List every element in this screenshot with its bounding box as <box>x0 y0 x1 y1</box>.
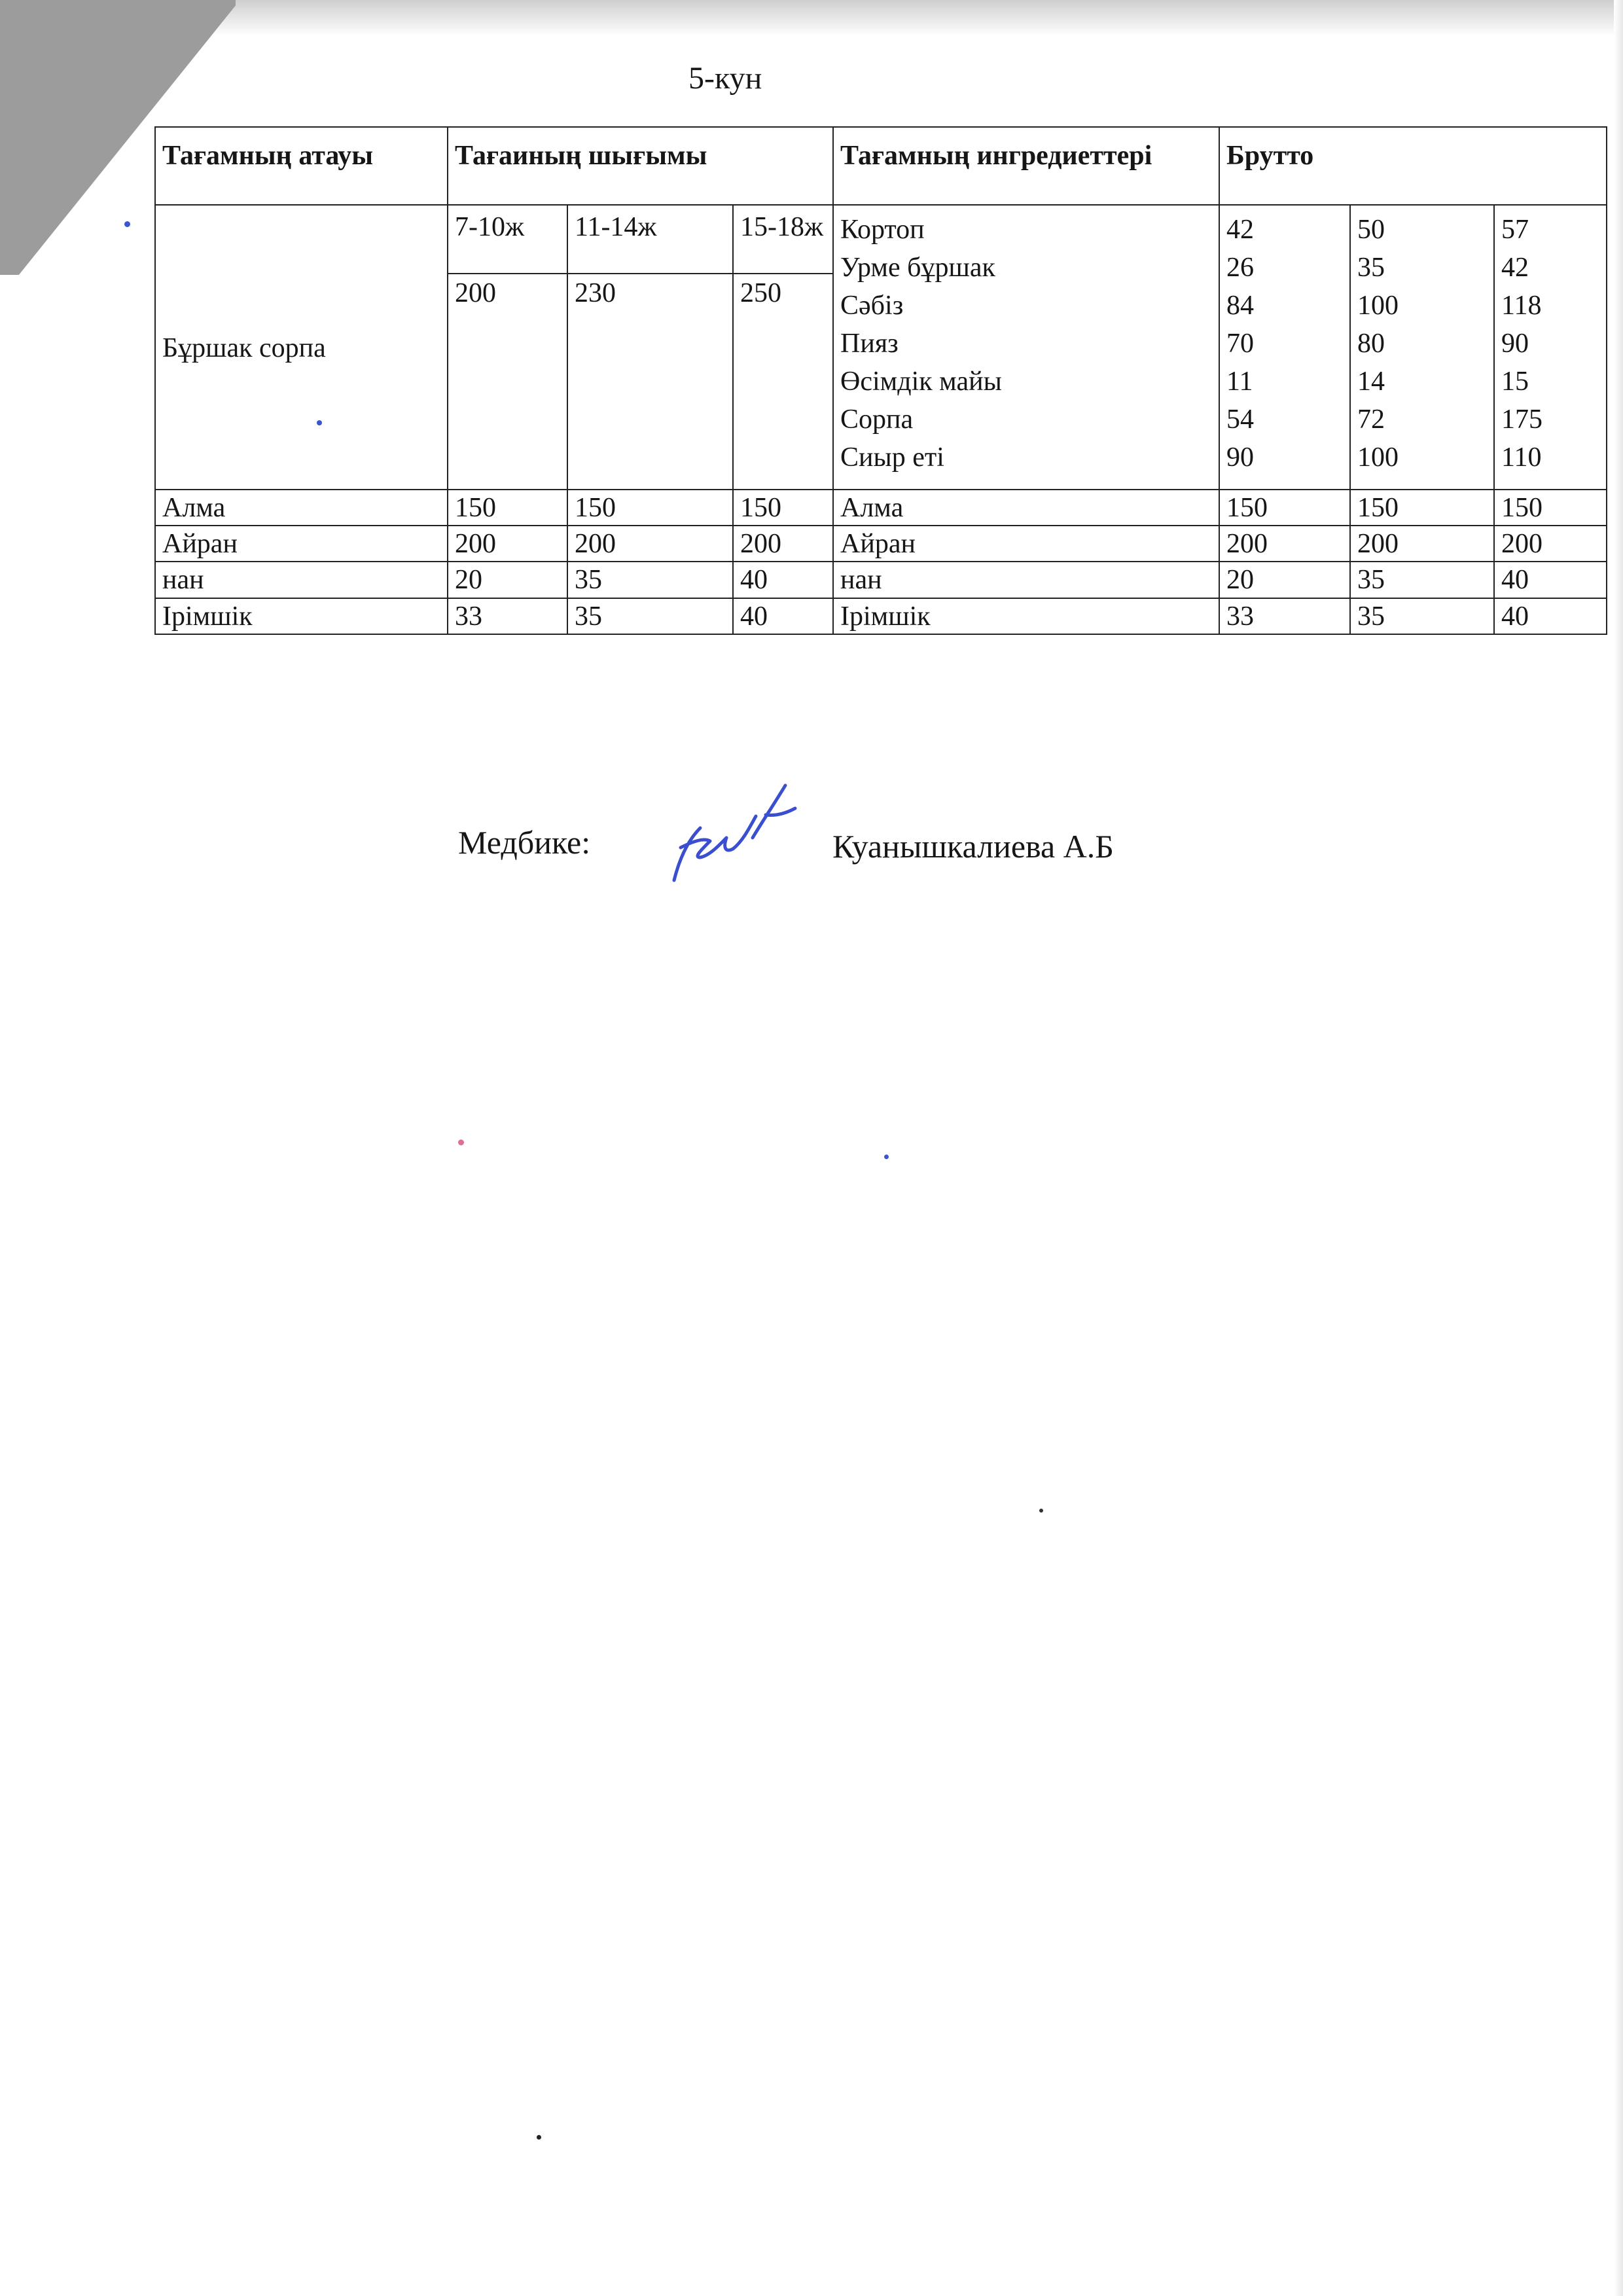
brutto-value: 100 <box>1357 442 1399 473</box>
scan-speck <box>458 1139 464 1145</box>
brutto-value: 40 <box>1494 562 1607 598</box>
age-group-cell: 7-10ж <box>448 205 567 274</box>
scan-shadow-right <box>1614 0 1623 2296</box>
handwritten-signature-icon <box>654 776 805 887</box>
output-value: 35 <box>567 598 733 634</box>
brutto-value: 200 <box>1219 526 1350 562</box>
output-value: 150 <box>448 490 567 526</box>
brutto-value: 54 <box>1226 404 1255 435</box>
scan-speck <box>884 1155 889 1159</box>
brutto-value: 200 <box>1494 526 1607 562</box>
output-value: 200 <box>733 526 833 562</box>
scan-speck <box>537 2135 541 2140</box>
brutto-value: 72 <box>1357 404 1385 435</box>
brutto-value: 57 <box>1501 215 1529 245</box>
day-title: 5-кун <box>688 61 762 96</box>
brutto-value: 175 <box>1501 404 1543 435</box>
brutto-value: 80 <box>1357 329 1385 359</box>
age-group-cell: 15-18ж <box>733 205 833 274</box>
brutto-value: 200 <box>1350 526 1494 562</box>
nurse-label: Медбике: <box>458 824 591 861</box>
nurse-name: Куанышкалиева А.Б <box>832 828 1115 865</box>
brutto-value: 90 <box>1226 442 1255 473</box>
table-row <box>155 490 1607 526</box>
ingredient-name: нан <box>833 562 1219 598</box>
output-value: 40 <box>733 598 833 634</box>
dish-name: Ірімшік <box>155 598 448 634</box>
brutto-value: 110 <box>1501 442 1542 473</box>
brutto-value: 35 <box>1350 562 1494 598</box>
brutto-value: 150 <box>1219 490 1350 526</box>
dish-name: Айран <box>155 526 448 562</box>
brutto-value: 118 <box>1501 291 1542 321</box>
brutto-value: 26 <box>1226 253 1255 283</box>
brutto-column-15-18 <box>1494 205 1607 490</box>
age-group-row <box>155 205 1607 274</box>
brutto-value: 150 <box>1350 490 1494 526</box>
brutto-value: 70 <box>1226 329 1255 359</box>
ingredient-item: Пияз <box>840 329 899 359</box>
output-value: 200 <box>448 274 567 490</box>
output-value: 20 <box>448 562 567 598</box>
brutto-column-7-10 <box>1219 205 1350 490</box>
output-value: 150 <box>733 490 833 526</box>
dish-name: Алма <box>155 490 448 526</box>
brutto-value: 35 <box>1357 253 1385 283</box>
output-value: 40 <box>733 562 833 598</box>
output-value: 200 <box>567 526 733 562</box>
brutto-value: 100 <box>1357 291 1399 321</box>
ingredient-name: Айран <box>833 526 1219 562</box>
main-dish-name: Бұршак сорпа <box>155 205 448 490</box>
output-value: 230 <box>567 274 733 490</box>
main-dish-ingredients <box>833 205 1219 490</box>
brutto-column-11-14 <box>1350 205 1494 490</box>
brutto-value: 14 <box>1357 367 1385 397</box>
brutto-value: 15 <box>1501 367 1529 397</box>
table-row <box>155 562 1607 598</box>
ingredient-item: Сиыр еті <box>840 442 944 473</box>
scan-speck <box>1039 1509 1043 1513</box>
brutto-value: 42 <box>1501 253 1529 283</box>
output-value: 200 <box>448 526 567 562</box>
output-value: 250 <box>733 274 833 490</box>
scan-speck <box>124 221 130 227</box>
brutto-value: 90 <box>1501 329 1529 359</box>
brutto-value: 20 <box>1219 562 1350 598</box>
header-ingredients: Тағамның ингредиеттері <box>833 127 1219 205</box>
brutto-value: 35 <box>1350 598 1494 634</box>
header-dish-name: Тағамның атауы <box>155 127 448 205</box>
output-value: 150 <box>567 490 733 526</box>
ingredient-item: Кортоп <box>840 215 925 245</box>
table-row <box>155 598 1607 634</box>
scan-shadow-top <box>196 0 1623 36</box>
header-output: Тағаиның шығымы <box>448 127 833 205</box>
brutto-value: 84 <box>1226 291 1255 321</box>
table-row <box>155 526 1607 562</box>
ingredient-item: Урме бұршак <box>840 253 995 283</box>
age-group-cell: 11-14ж <box>567 205 733 274</box>
dish-name: нан <box>155 562 448 598</box>
brutto-value: 40 <box>1494 598 1607 634</box>
ingredient-name: Ірімшік <box>833 598 1219 634</box>
ingredient-item: Өсімдік майы <box>840 367 1002 397</box>
brutto-value: 50 <box>1357 215 1385 245</box>
ingredient-item: Сорпа <box>840 404 914 435</box>
brutto-value: 33 <box>1219 598 1350 634</box>
output-value: 35 <box>567 562 733 598</box>
header-brutto: Брутто <box>1219 127 1607 205</box>
ingredient-item: Сәбіз <box>840 291 904 321</box>
output-value: 33 <box>448 598 567 634</box>
table-header-row <box>155 127 1607 205</box>
brutto-value: 11 <box>1226 367 1253 397</box>
brutto-value: 42 <box>1226 215 1255 245</box>
brutto-value: 150 <box>1494 490 1607 526</box>
ingredient-name: Алма <box>833 490 1219 526</box>
menu-table <box>154 126 1607 635</box>
